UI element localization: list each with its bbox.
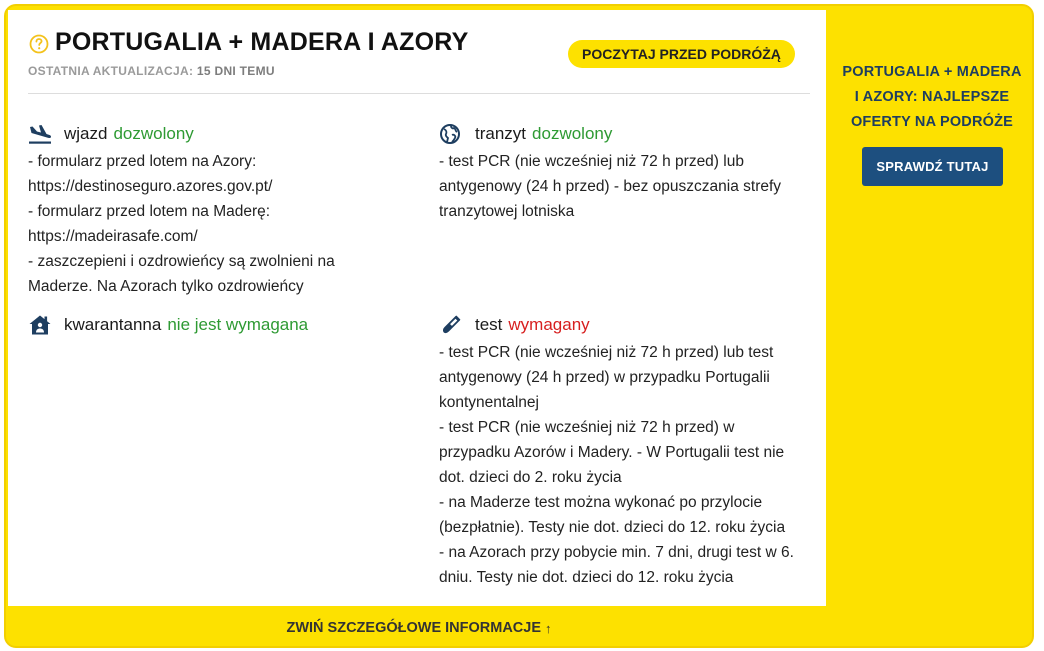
entry-label: wjazd: [64, 124, 108, 143]
test-label: test: [475, 315, 503, 334]
detail-line: antygenowy (24 h przed) - bez opuszczania strefy: [439, 178, 782, 195]
detail-line: - test PCR (nie wcześniej niż 72 h przed) lub test: [439, 344, 774, 361]
collapse-details-label: ZWIŃ SZCZEGÓŁOWE INFORMACJE: [286, 620, 542, 636]
house-icon: [28, 314, 52, 336]
section-test: [439, 312, 824, 590]
detail-line: https://madeirasafe.com/: [28, 228, 198, 245]
entry-details: [28, 149, 428, 299]
detail-line: Maderze. Na Azorach tylko ozdrowieńcy: [28, 278, 304, 295]
read-before-travel-button[interactable]: POCZYTAJ PRZED PODRÓŻĄ: [568, 40, 795, 68]
details-panel: [8, 10, 826, 606]
detail-line: https://destinoseguro.azores.gov.pt/: [28, 178, 273, 195]
test-status: wymagany: [508, 315, 590, 334]
detail-line: - formularz przed lotem na Maderę:: [28, 203, 271, 220]
section-transit: [439, 121, 819, 224]
offers-text-line: OFERTY NA PODRÓŻE: [850, 114, 1014, 130]
detail-line: - formularz przed lotem na Azory:: [28, 153, 257, 170]
last-updated-value: 15 DNI TEMU: [196, 64, 275, 78]
last-updated-label: OSTATNIA AKTUALIZACJA:: [28, 64, 194, 78]
quarantine-label: kwarantanna: [64, 315, 162, 334]
detail-line: tranzytowej lotniska: [439, 203, 575, 220]
detail-line: dot. dzieci do 2. roku życia: [439, 469, 622, 486]
detail-line: - na Maderze test można wykonać po przylocie: [439, 494, 763, 511]
offers-text-line: PORTUGALIA + MADERA: [842, 64, 1022, 80]
offers-sidebar: [832, 6, 1032, 606]
collapse-details-toggle[interactable]: [6, 609, 832, 647]
detail-line: (bezpłatnie). Testy nie dot. dzieci do 12. roku życia: [439, 519, 786, 536]
quarantine-status: nie jest wymagana: [167, 315, 309, 334]
section-entry: [28, 121, 428, 299]
detail-line: antygenowy (24 h przed) w przypadku Portugalii: [439, 369, 770, 386]
arrow-up-icon: ↑: [545, 620, 552, 636]
test-details: [439, 340, 824, 590]
offers-text-line: I AZORY: NAJLEPSZE: [854, 89, 1010, 105]
detail-line: - zaszczepieni i ozdrowieńcy są zwolnieni na: [28, 253, 335, 270]
detail-line: - test PCR (nie wcześniej niż 72 h przed) w: [439, 419, 735, 436]
check-offers-button[interactable]: SPRAWDŹ TUTAJ: [862, 147, 1003, 186]
detail-line: - test PCR (nie wcześniej niż 72 h przed) lub: [439, 153, 744, 170]
detail-line: - na Azorach przy pobycie min. 7 dni, drugi test w 6.: [439, 544, 794, 561]
plane-landing-icon: [28, 123, 52, 145]
question-circle-icon[interactable]: [29, 34, 49, 54]
offers-text: [832, 60, 1032, 135]
detail-line: przypadku Azorów i Madery. - W Portugalii test nie: [439, 444, 785, 461]
detail-line: kontynentalnej: [439, 394, 539, 411]
globe-icon: [439, 123, 463, 145]
section-quarantine: [28, 312, 428, 338]
header-divider: [28, 93, 810, 94]
test-tube-icon: [439, 314, 463, 336]
travel-info-card: [4, 4, 1034, 648]
detail-line: dniu. Testy nie dot. dzieci do 12. roku życia: [439, 569, 734, 586]
entry-status: dozwolony: [113, 124, 194, 143]
transit-details: [439, 149, 819, 224]
transit-status: dozwolony: [532, 124, 613, 143]
page-title: PORTUGALIA + MADERA I AZORY: [55, 28, 469, 56]
transit-label: tranzyt: [475, 124, 527, 143]
last-updated: [28, 64, 275, 78]
